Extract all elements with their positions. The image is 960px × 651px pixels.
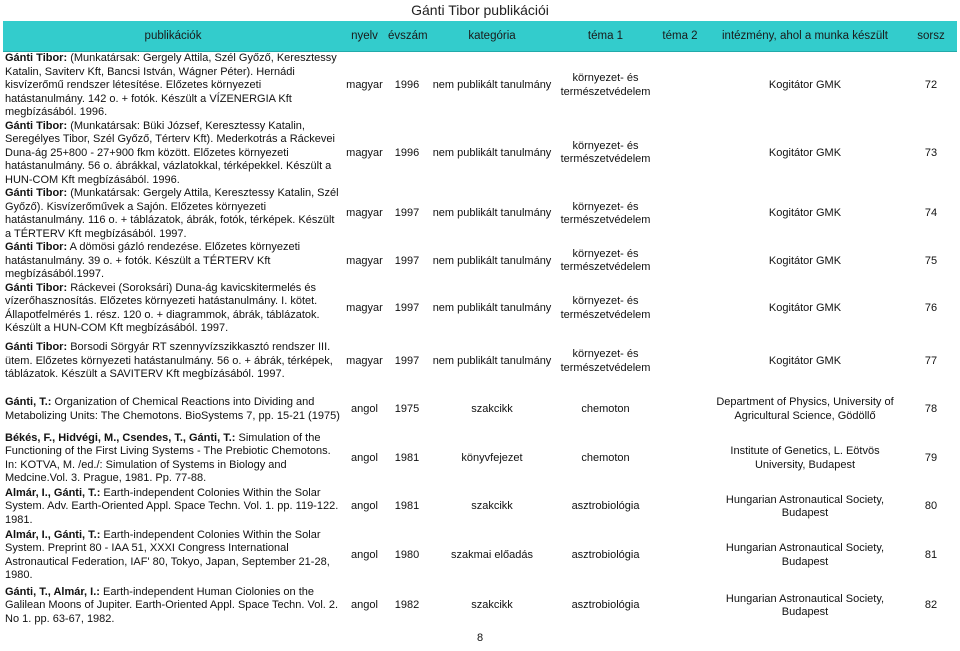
table-row <box>3 529 957 583</box>
publication-cell <box>3 432 343 486</box>
author-names: Gánti Tibor: <box>5 241 68 253</box>
publication-text: A dömösi gázló rendezése. Előzetes környezeti hatástanulmány. 39 o. + fotók. Készült a TÉRTERV Kft megbízásából.1997. <box>5 241 301 280</box>
institution-cell: Kogitátor GMK <box>768 146 842 159</box>
institution-cell: Hungarian Astronautical Society, Budapest <box>725 542 885 568</box>
table-row <box>3 120 957 188</box>
institution-cell: Institute of Genetics, L. Eötvös University, Budapest <box>730 445 880 471</box>
category-cell: szakmai előadás <box>451 548 533 561</box>
category-cell: szakcikk <box>471 599 513 612</box>
topic2-cell <box>655 241 705 282</box>
institution-cell: Kogitátor GMK <box>768 207 842 220</box>
col-header-topic2: téma 2 <box>655 21 705 52</box>
year-cell: 1997 <box>394 354 420 367</box>
number-cell: 74 <box>924 207 938 220</box>
language-cell: angol <box>351 500 378 513</box>
col-header-institution: intézmény, ahol a munka készült <box>705 21 905 52</box>
language-cell: magyar <box>346 254 383 267</box>
col-header-topic1: téma 1 <box>556 21 655 52</box>
institution-cell: Kogitátor GMK <box>768 301 842 314</box>
topic2-cell <box>655 583 705 630</box>
topic2-cell <box>655 529 705 583</box>
topic1-cell: környezet- és természetvédelem <box>560 72 651 98</box>
author-names: Gánti, T.: <box>5 396 52 408</box>
topic2-cell <box>655 432 705 486</box>
language-cell: magyar <box>346 79 383 91</box>
publication-text: Earth-independent Colonies Within the Solar System. Adv. Earth-Oriented Appl. Space Techn. Vol. 1. pp. 119-122. 1981. <box>5 486 339 526</box>
category-cell: nem publikált tanulmány <box>432 354 552 367</box>
table-row <box>3 336 957 388</box>
number-cell: 81 <box>924 548 938 561</box>
number-cell: 72 <box>924 79 938 91</box>
category-cell: nem publikált tanulmány <box>432 301 552 314</box>
category-cell: nem publikált tanulmány <box>432 79 552 91</box>
language-cell: magyar <box>346 354 383 367</box>
number-cell: 73 <box>924 146 938 159</box>
page-title: Gánti Tibor publikációi <box>411 2 549 18</box>
year-cell: 1981 <box>394 451 420 464</box>
table-row <box>3 388 957 432</box>
number-cell: 76 <box>924 301 938 314</box>
topic1-cell: környezet- és természetvédelem <box>560 247 651 274</box>
author-names: Gánti, T., Almár, I.: <box>5 585 100 598</box>
topic1-cell: chemoton <box>581 451 630 464</box>
category-cell: könyvfejezet <box>461 451 523 464</box>
topic2-cell <box>655 336 705 388</box>
publication-cell <box>3 336 343 388</box>
col-header-publications: publikációk <box>3 21 343 52</box>
topic1-cell: asztrobiológia <box>571 548 640 561</box>
author-names: Gánti Tibor: <box>5 187 68 199</box>
language-cell: magyar <box>346 301 383 314</box>
language-cell: angol <box>351 451 378 464</box>
table-row <box>3 241 957 282</box>
publication-text: Simulation of the Functioning of the First Living Systems - The Prebiotic Chemotons. In: KOTVA, M. /ed./: Simulation of Systems in Biology and Medcine.Vol. 3. Prague, 1981. Pp. 77-88. <box>5 431 331 484</box>
author-names: Békés, F., Hidvégi, M., Csendes, T., Gánti, T.: <box>5 431 236 444</box>
table-row <box>3 583 957 630</box>
publication-text: Ráckevei (Soroksári) Duna-ág kavicskitermelés és vízerőhasznosítás. Előzetes környezeti hatástanulmány. I. kötet. Állapotfelmérés 1. rész. 120 o. + diagrammok, ábrák, táblázatok. Készült a HUN-COM Kft megbízásából. 1997. <box>5 281 320 334</box>
publication-text: (Munkatársak: Gergely Attila, Szél Győző, Keresztessy Katalin, Saviterv Kft, Bancsi István, Wágner Péter). Hernádi kisvízerőmű rendszer létesítése. Előzetes környezeti hatástanulmány. 142 o. + fotók. Készült a VÍZENERGIA Kft megbízásából. 1996. <box>5 52 337 118</box>
number-cell: 79 <box>924 451 938 464</box>
publication-cell <box>3 120 343 188</box>
table-row <box>3 432 957 486</box>
publication-text: Borsodi Sörgyár RT szennyvízszikkasztó rendszer III. ütem. Előzetes környezeti hatástanulmány. 56 o. + ábrák, térképek, táblázatok. Készült a SAVITERV Kft megbízásából. 1997. <box>5 341 333 381</box>
publication-cell <box>3 583 343 630</box>
language-cell: magyar <box>346 207 383 220</box>
author-names: Gánti Tibor: <box>5 281 68 294</box>
institution-cell: Department of Physics, University of Agricultural Science, Gödöllő <box>716 396 894 422</box>
institution-cell: Hungarian Astronautical Society, Budapest <box>725 592 885 618</box>
topic1-cell: környezet- és természetvédelem <box>560 200 651 226</box>
topic1-cell: környezet- és természetvédelem <box>560 348 651 374</box>
language-cell: angol <box>351 599 378 612</box>
col-header-number: sorsz <box>905 21 957 52</box>
publication-cell <box>3 529 343 583</box>
header-row <box>3 21 957 52</box>
year-cell: 1997 <box>394 301 420 314</box>
col-header-category: kategória <box>428 21 556 52</box>
col-header-year: évszám <box>386 21 428 52</box>
institution-cell: Kogitátor GMK <box>768 79 842 91</box>
table-row <box>3 282 957 336</box>
topic1-cell: asztrobiológia <box>571 599 640 612</box>
year-cell: 1996 <box>394 79 420 91</box>
publication-cell <box>3 241 343 282</box>
topic2-cell <box>655 52 705 120</box>
publications-table <box>3 21 957 630</box>
topic1-cell: környezet- és természetvédelem <box>560 295 651 321</box>
col-header-language: nyelv <box>343 21 386 52</box>
year-cell: 1975 <box>394 402 420 415</box>
table-row <box>3 187 957 241</box>
category-cell: nem publikált tanulmány <box>432 207 552 220</box>
publication-cell <box>3 52 343 120</box>
number-cell: 80 <box>924 500 938 513</box>
category-cell: szakcikk <box>471 500 513 513</box>
category-cell: nem publikált tanulmány <box>432 254 552 267</box>
topic1-cell: chemoton <box>581 402 630 415</box>
year-cell: 1997 <box>394 254 420 267</box>
topic2-cell <box>655 388 705 432</box>
year-cell: 1980 <box>394 548 420 561</box>
publication-text: (Munkatársak: Gergely Attila, Keresztessy Katalin, Szél Győző). Kisvízerőművek a Sajón. Előzetes környezeti hatástanulmány. 116 o. + táblázatok, ábrák, fotók, térképek. Készült a TÉRTERV Kft megbízásából. 1997. <box>5 187 339 240</box>
page-number: 8 <box>476 632 484 644</box>
institution-cell: Kogitátor GMK <box>768 254 842 267</box>
table-row <box>3 486 957 529</box>
year-cell: 1997 <box>394 207 420 220</box>
year-cell: 1996 <box>394 146 420 159</box>
publication-cell <box>3 282 343 336</box>
publication-cell <box>3 388 343 432</box>
language-cell: magyar <box>346 146 383 159</box>
publication-text: Earth-independent Colonies Within the Solar System. Preprint 80 - IAA 51, XXXI Congress International Astronautical Federation, IAF' 80, Tokyo, Japan, September 21-28, 1980. <box>5 528 330 581</box>
author-names: Almár, I., Gánti, T.: <box>5 528 101 541</box>
author-names: Almár, I., Gánti, T.: <box>5 486 101 499</box>
language-cell: angol <box>351 402 378 415</box>
table-row <box>3 52 957 120</box>
author-names: Gánti Tibor: <box>5 52 68 64</box>
year-cell: 1981 <box>394 500 420 513</box>
institution-cell: Kogitátor GMK <box>768 354 842 367</box>
topic2-cell <box>655 120 705 188</box>
category-cell: szakcikk <box>471 402 513 415</box>
publication-text: (Munkatársak: Büki József, Keresztessy Katalin, Seregélyes Tibor, Szél Győző, Térterv Kft). Mederkotrás a Ráckevei Duna-ág 25+800 - 27+900 fkm között. Előzetes környezeti hatástanulmány. 56 o. ábrákkal, vázlatokkal, térképekkel. Készült a HUN-COM Kft megbízásából. 1996. <box>5 119 335 186</box>
publication-cell <box>3 486 343 529</box>
author-names: Gánti Tibor: <box>5 119 68 132</box>
topic1-cell: környezet- és természetvédelem <box>560 139 651 166</box>
number-cell: 82 <box>924 599 938 612</box>
number-cell: 77 <box>924 354 938 367</box>
number-cell: 75 <box>924 254 938 267</box>
year-cell: 1982 <box>394 599 420 612</box>
publication-text: Organization of Chemical Reactions into Dividing and Metabolizing Units: The Chemotons. BioSystems 7, pp. 15-21 (1975) <box>5 396 340 422</box>
language-cell: angol <box>351 548 378 561</box>
topic2-cell <box>655 282 705 336</box>
topic2-cell <box>655 187 705 241</box>
institution-cell: Hungarian Astronautical Society, Budapest <box>725 493 885 519</box>
topic1-cell: asztrobiológia <box>571 500 640 513</box>
publication-cell <box>3 187 343 241</box>
author-names: Gánti Tibor: <box>5 341 68 354</box>
number-cell: 78 <box>924 402 938 415</box>
category-cell: nem publikált tanulmány <box>432 146 552 159</box>
publication-text: Earth-independent Human Ciolonies on the Galilean Moons of Jupiter. Earth-Oriented Appl. Space Techn. Vol. 2. No 1. pp. 63-67, 1982. <box>5 585 339 625</box>
topic2-cell <box>655 486 705 529</box>
